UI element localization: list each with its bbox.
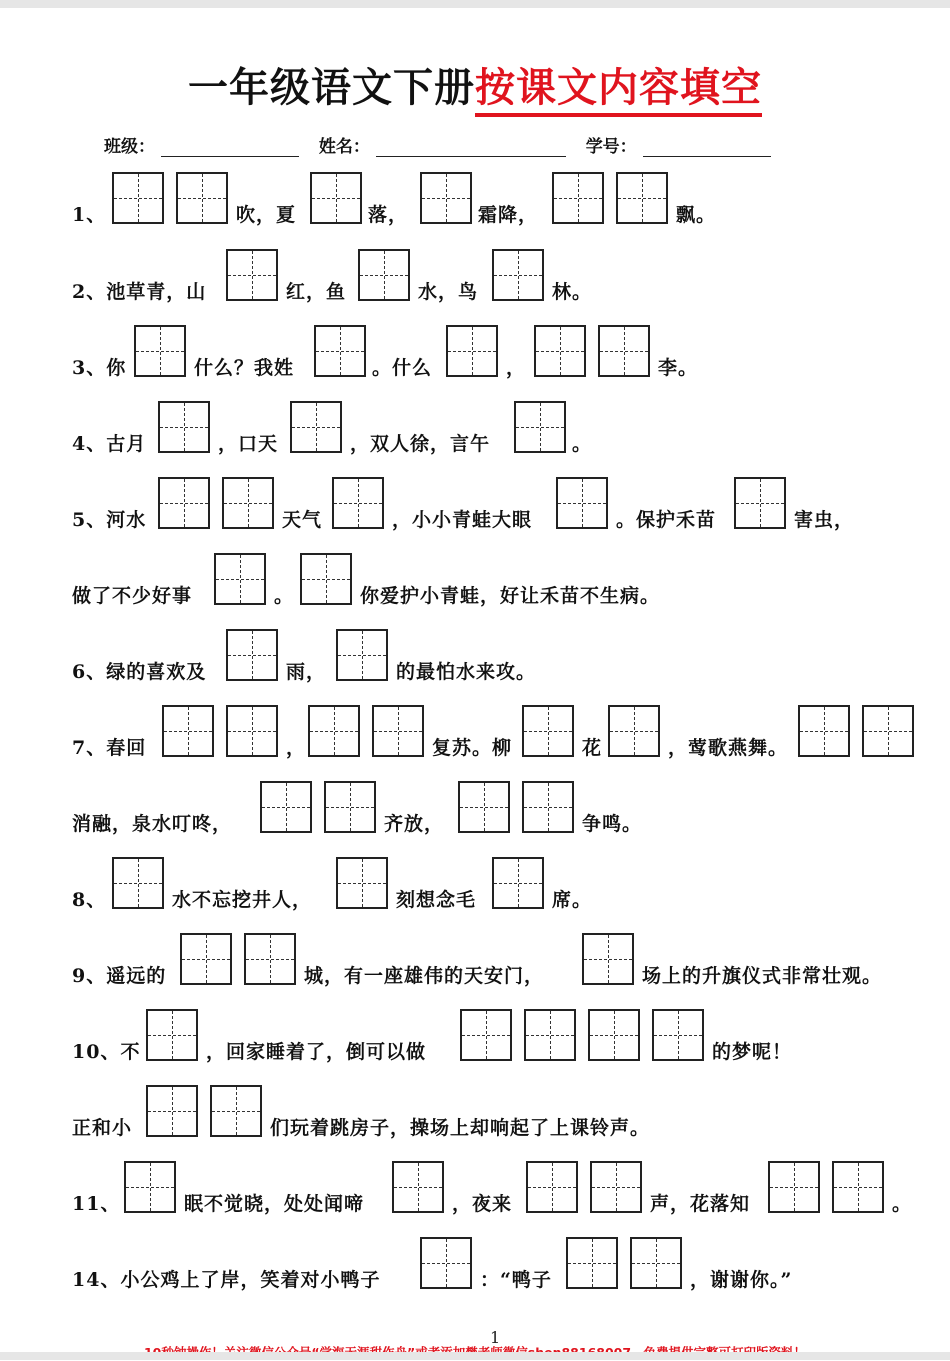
writing-grid-box[interactable]: [176, 172, 228, 224]
text-segment: 飘。: [676, 204, 717, 226]
text-segment: 水，鸟: [418, 281, 479, 303]
writing-grid-box[interactable]: [226, 629, 278, 681]
writing-grid-box[interactable]: [420, 1237, 472, 1289]
writing-grid-box[interactable]: [226, 249, 278, 301]
text-segment: 。: [274, 585, 295, 607]
student-number-label: 学号：: [585, 137, 637, 157]
text-segment: 正和小: [72, 1117, 133, 1139]
text-segment: 霜降，: [478, 204, 539, 226]
writing-grid-box[interactable]: [244, 933, 296, 985]
text-segment: 林。: [552, 281, 593, 303]
text-segment: 的梦呢！: [712, 1041, 793, 1063]
text-segment: 刻想念毛: [396, 889, 477, 911]
writing-grid-box[interactable]: [336, 857, 388, 909]
text-segment: 眠不觉晓，处处闻啼: [184, 1193, 365, 1215]
text-segment: 8、: [72, 889, 107, 911]
text-segment: 场上的升旗仪式非常壮观。: [642, 965, 883, 987]
name-blank: [376, 138, 566, 157]
writing-grid-box[interactable]: [300, 553, 352, 605]
writing-grid-box[interactable]: [158, 477, 210, 529]
text-segment: ，回家睡着了，倒可以做: [206, 1041, 427, 1063]
text-segment: 什么？我姓: [194, 357, 295, 379]
text-segment: ，谢谢你。”: [690, 1269, 793, 1291]
text-segment: ，: [506, 357, 527, 379]
writing-grid-box[interactable]: [290, 401, 342, 453]
text-segment: 11、: [72, 1193, 121, 1215]
text-segment: ，夜来: [452, 1193, 513, 1215]
name-label: 姓名：: [318, 137, 370, 157]
writing-grid-box[interactable]: [492, 857, 544, 909]
text-segment: 们玩着跳房子，操场上却响起了上课铃声。: [270, 1117, 651, 1139]
writing-grid-box[interactable]: [598, 325, 650, 377]
student-info-line: [104, 132, 771, 157]
writing-grid-box[interactable]: [162, 705, 214, 757]
text-segment: 2、池草青，山: [72, 281, 207, 303]
writing-grid-box[interactable]: [392, 1161, 444, 1213]
writing-grid-box[interactable]: [158, 401, 210, 453]
text-segment: 4、古月: [72, 433, 147, 455]
writing-grid-box[interactable]: [134, 325, 186, 377]
writing-grid-box[interactable]: [310, 172, 362, 224]
title-main: 一年级语文下册: [188, 65, 475, 111]
text-segment: 。保护禾苗: [616, 509, 717, 531]
text-segment: 。: [892, 1193, 913, 1215]
writing-grid-box[interactable]: [420, 172, 472, 224]
writing-grid-box[interactable]: [260, 781, 312, 833]
writing-grid-box[interactable]: [314, 325, 366, 377]
writing-grid-box[interactable]: [566, 1237, 618, 1289]
text-segment: 落，: [368, 204, 409, 226]
text-segment: 害虫，: [794, 509, 855, 531]
text-segment: 李。: [658, 357, 699, 379]
writing-grid-box[interactable]: [332, 477, 384, 529]
writing-grid-box[interactable]: [552, 172, 604, 224]
text-segment: 齐放，: [384, 813, 445, 835]
text-segment: 你爱护小青蛙，好让禾苗不生病。: [360, 585, 661, 607]
text-segment: 6、绿的喜欢及: [72, 661, 207, 683]
writing-grid-box[interactable]: [590, 1161, 642, 1213]
text-segment: 红，鱼: [286, 281, 347, 303]
text-segment: 席。: [552, 889, 593, 911]
text-segment: 声，花落知: [650, 1193, 751, 1215]
writing-grid-box[interactable]: [534, 325, 586, 377]
class-label: 班级：: [104, 137, 155, 157]
page-number: 1: [490, 1328, 501, 1347]
writing-grid-box[interactable]: [324, 781, 376, 833]
writing-grid-box[interactable]: [526, 1161, 578, 1213]
text-segment: 复苏。柳: [432, 737, 513, 759]
text-segment: ，莺歌燕舞。: [668, 737, 789, 759]
writing-grid-box[interactable]: [734, 477, 786, 529]
writing-grid-box[interactable]: [492, 249, 544, 301]
writing-grid-box[interactable]: [862, 705, 914, 757]
writing-grid-box[interactable]: [798, 705, 850, 757]
text-segment: 争鸣。: [582, 813, 643, 835]
title-highlight: 按课文内容填空: [475, 65, 762, 117]
text-segment: 1、: [72, 204, 107, 226]
text-segment: 城，有一座雄伟的天安门，: [304, 965, 545, 987]
writing-grid-box[interactable]: [522, 781, 574, 833]
writing-grid-box[interactable]: [588, 1009, 640, 1061]
writing-grid-box[interactable]: [556, 477, 608, 529]
text-segment: ：“鸭子: [480, 1269, 552, 1291]
text-segment: 水不忘挖井人，: [172, 889, 313, 911]
writing-grid-box[interactable]: [112, 172, 164, 224]
text-segment: 花: [582, 737, 603, 759]
text-segment: 的最怕水来攻。: [396, 661, 537, 683]
text-segment: 3、你: [72, 357, 127, 379]
writing-grid-box[interactable]: [522, 705, 574, 757]
text-segment: 10、不: [72, 1041, 141, 1063]
writing-grid-box[interactable]: [146, 1009, 198, 1061]
text-segment: 5、河水: [72, 509, 147, 531]
writing-grid-box[interactable]: [210, 1085, 262, 1137]
writing-grid-box[interactable]: [226, 705, 278, 757]
writing-grid-box[interactable]: [524, 1009, 576, 1061]
writing-grid-box[interactable]: [514, 401, 566, 453]
writing-grid-box[interactable]: [458, 781, 510, 833]
writing-grid-box[interactable]: [608, 705, 660, 757]
text-segment: ，口天: [218, 433, 279, 455]
writing-grid-box[interactable]: [768, 1161, 820, 1213]
writing-grid-box[interactable]: [446, 325, 498, 377]
writing-grid-box[interactable]: [372, 705, 424, 757]
writing-grid-box[interactable]: [222, 477, 274, 529]
writing-grid-box[interactable]: [124, 1161, 176, 1213]
text-segment: ，小小青蛙大眼: [392, 509, 533, 531]
text-segment: 做了不少好事: [72, 585, 193, 607]
writing-grid-box[interactable]: [180, 933, 232, 985]
writing-grid-box[interactable]: [336, 629, 388, 681]
text-segment: 9、遥远的: [72, 965, 167, 987]
text-segment: 。什么: [372, 357, 433, 379]
text-segment: 消融，泉水叮咚，: [72, 813, 233, 835]
worksheet-title: [0, 56, 950, 113]
text-segment: 14、小公鸡上了岸，笑着对小鸭子: [72, 1269, 381, 1291]
writing-grid-box[interactable]: [146, 1085, 198, 1137]
class-blank: [161, 138, 299, 157]
text-segment: 7、春回: [72, 737, 147, 759]
writing-grid-box[interactable]: [832, 1161, 884, 1213]
text-segment: ，双人徐，言午: [350, 433, 491, 455]
writing-grid-box[interactable]: [582, 933, 634, 985]
writing-grid-box[interactable]: [616, 172, 668, 224]
text-segment: ，: [286, 737, 307, 759]
writing-grid-box[interactable]: [358, 249, 410, 301]
top-scroll-bar: [0, 0, 950, 8]
text-segment: 雨，: [286, 661, 327, 683]
writing-grid-box[interactable]: [652, 1009, 704, 1061]
text-segment: 天气: [282, 509, 323, 531]
bottom-scroll-bar: [0, 1352, 950, 1360]
writing-grid-box[interactable]: [112, 857, 164, 909]
text-segment: 。: [572, 433, 593, 455]
writing-grid-box[interactable]: [630, 1237, 682, 1289]
text-segment: 吹，夏: [236, 204, 297, 226]
writing-grid-box[interactable]: [308, 705, 360, 757]
student-number-blank: [643, 138, 771, 157]
writing-grid-box[interactable]: [214, 553, 266, 605]
writing-grid-box[interactable]: [460, 1009, 512, 1061]
